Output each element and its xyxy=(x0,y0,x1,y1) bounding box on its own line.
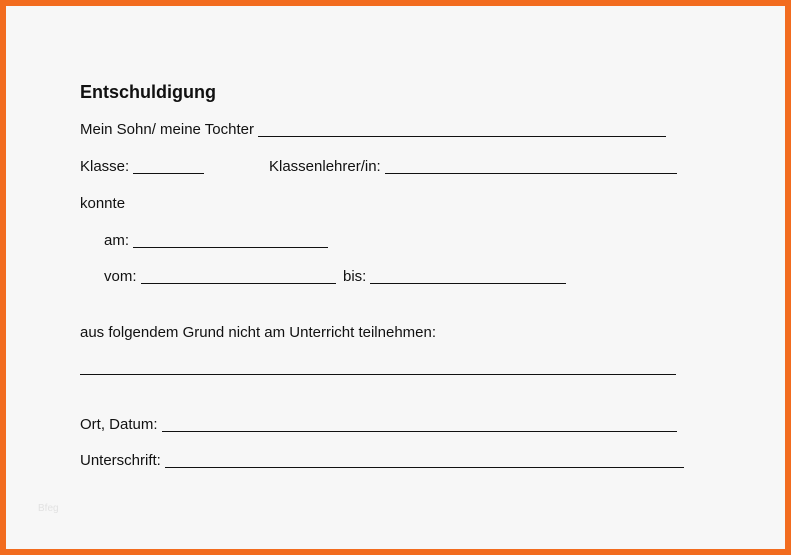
from-date-field[interactable] xyxy=(141,269,336,284)
on-date-field[interactable] xyxy=(133,233,328,248)
teacher-label: Klassenlehrer/in: xyxy=(269,158,381,175)
on-label: am: xyxy=(104,232,130,249)
reason-row xyxy=(80,324,436,342)
teacher-row xyxy=(269,158,677,176)
watermark-text: Bfeg xyxy=(38,503,59,514)
class-row xyxy=(80,158,204,176)
reason-label: aus folgendem Grund nicht am Unterricht teilnehmen: xyxy=(80,324,437,341)
place-date-label: Ort, Datum: xyxy=(80,416,158,433)
on-row xyxy=(104,232,328,250)
teacher-field[interactable] xyxy=(385,159,677,174)
from-row xyxy=(104,268,336,286)
reason-field[interactable] xyxy=(80,360,676,375)
signature-label: Unterschrift: xyxy=(80,452,161,469)
until-date-field[interactable] xyxy=(370,269,566,284)
excuse-form xyxy=(6,6,785,549)
child-label: Mein Sohn/ meine Tochter xyxy=(80,121,254,138)
from-label: vom: xyxy=(104,268,137,285)
class-label: Klasse: xyxy=(80,158,130,175)
place-date-field[interactable] xyxy=(162,417,677,432)
could-row xyxy=(80,195,125,213)
place-date-row xyxy=(80,416,677,434)
until-row xyxy=(343,268,566,286)
form-title: Entschuldigung xyxy=(80,82,216,102)
signature-field[interactable] xyxy=(165,453,684,468)
could-label: konnte xyxy=(80,195,126,212)
child-name-field[interactable] xyxy=(258,122,666,137)
signature-row xyxy=(80,452,684,470)
child-row xyxy=(80,121,666,139)
until-label: bis: xyxy=(343,268,367,285)
class-field[interactable] xyxy=(133,159,204,174)
reason-blank-row xyxy=(80,360,676,377)
